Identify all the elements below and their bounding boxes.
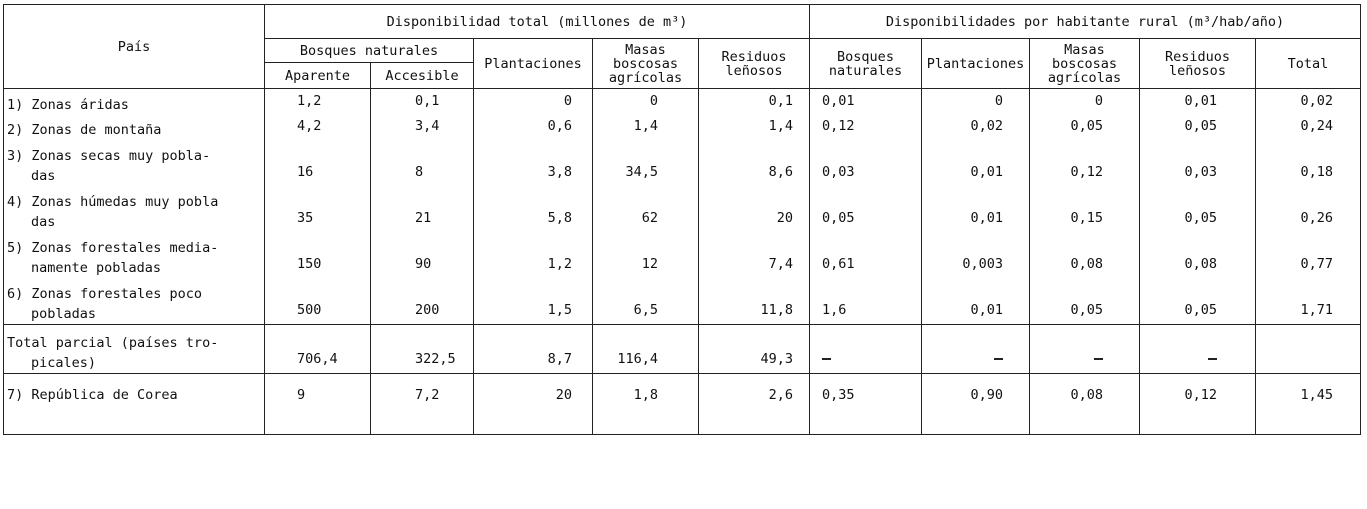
header-masas: Masas boscosas agrícolas <box>593 39 699 89</box>
table-row <box>4 232 1361 278</box>
value-cell: 1,45 <box>1256 374 1361 435</box>
value-cell: 20 <box>699 186 810 232</box>
value-cell: 0,61 <box>810 232 922 278</box>
header-pc-residuos: Residuos leñosos <box>1140 39 1256 89</box>
value-cell: 4,2 <box>265 115 371 140</box>
header-residuos: Residuos leñosos <box>699 39 810 89</box>
country-label-continued: das <box>31 213 56 230</box>
value-cell: 1,4 <box>699 115 810 140</box>
value-cell: 1,2 <box>265 89 371 115</box>
korea-row <box>4 374 1361 435</box>
value-cell: 6,5 <box>593 278 699 325</box>
value-cell: 0,03 <box>810 140 922 186</box>
value-cell: 0,01 <box>922 140 1030 186</box>
value-cell: 7,2 <box>371 374 474 435</box>
value-cell: 1,5 <box>474 278 593 325</box>
value-cell: 0,02 <box>1256 89 1361 115</box>
country-cell <box>4 186 265 232</box>
value-cell: 0,02 <box>922 115 1030 140</box>
value-cell: 0,01 <box>1140 89 1256 115</box>
country-cell <box>4 232 265 278</box>
value-cell: 62 <box>593 186 699 232</box>
country-label: 6) Zonas forestales poco <box>7 286 203 302</box>
availability-table <box>3 4 1361 435</box>
header-pc-plantaciones: Plantaciones <box>922 39 1030 89</box>
value-cell: 0,24 <box>1256 115 1361 140</box>
header-bosques-naturales: Bosques naturales <box>265 39 474 63</box>
table-row <box>4 89 1361 115</box>
header-aparente: Aparente <box>265 63 371 89</box>
value-cell: 150 <box>265 232 371 278</box>
value-cell: 49,3 <box>699 325 810 374</box>
country-label: 1) Zonas áridas <box>7 96 129 113</box>
value-cell <box>1030 325 1140 374</box>
header-plantaciones: Plantaciones <box>474 39 593 89</box>
value-cell: 0,003 <box>922 232 1030 278</box>
value-cell: 2,6 <box>699 374 810 435</box>
country-cell <box>4 325 265 374</box>
value-cell: 7,4 <box>699 232 810 278</box>
country-label-continued: pobladas <box>31 306 97 322</box>
value-cell: 16 <box>265 140 371 186</box>
header-pc-total: Total <box>1256 39 1361 89</box>
value-cell: 0,05 <box>1030 115 1140 140</box>
value-cell: 1,71 <box>1256 278 1361 325</box>
value-cell: 20 <box>474 374 593 435</box>
value-cell: 200 <box>371 278 474 325</box>
value-cell: 1,2 <box>474 232 593 278</box>
header-accesible: Accesible <box>371 63 474 89</box>
value-cell: 0,15 <box>1030 186 1140 232</box>
value-cell: 0,05 <box>810 186 922 232</box>
value-cell: 0,12 <box>810 115 922 140</box>
value-cell: 0,05 <box>1140 186 1256 232</box>
value-cell: 0,6 <box>474 115 593 140</box>
value-cell: 0 <box>593 89 699 115</box>
value-cell: 12 <box>593 232 699 278</box>
header-pc-masas: Masas boscosas agrícolas <box>1030 39 1140 89</box>
dash-mark <box>1208 358 1217 360</box>
country-cell <box>4 140 265 186</box>
value-cell: 0,12 <box>1030 140 1140 186</box>
country-label: 3) Zonas secas muy pobla- <box>7 147 211 164</box>
value-cell: 0,08 <box>1140 232 1256 278</box>
table-body <box>4 89 1361 435</box>
value-cell: 0,05 <box>1140 115 1256 140</box>
country-cell <box>4 278 265 325</box>
value-cell: 90 <box>371 232 474 278</box>
value-cell: 0,1 <box>699 89 810 115</box>
table-container <box>3 4 1361 435</box>
value-cell: 0,01 <box>922 278 1030 325</box>
value-cell: 0 <box>474 89 593 115</box>
table-row <box>4 186 1361 232</box>
value-cell: 0,12 <box>1140 374 1256 435</box>
value-cell: 8,6 <box>699 140 810 186</box>
country-label: 2) Zonas de montaña <box>7 121 162 138</box>
country-label: 4) Zonas húmedas muy pobla <box>7 193 219 210</box>
subtotal-row <box>4 325 1361 374</box>
value-cell: 0,03 <box>1140 140 1256 186</box>
value-cell: 322,5 <box>371 325 474 374</box>
country-label: 5) Zonas forestales media- <box>7 239 219 256</box>
value-cell: 0,08 <box>1030 374 1140 435</box>
header-per-capita-group: Disponibilidades por habitante rural (m³/hab/año) <box>810 5 1361 39</box>
value-cell: 34,5 <box>593 140 699 186</box>
country-label: 7) República de Corea <box>7 387 178 403</box>
value-cell: 1,8 <box>593 374 699 435</box>
value-cell: 500 <box>265 278 371 325</box>
value-cell: 0 <box>922 89 1030 115</box>
value-cell: 0,05 <box>1030 278 1140 325</box>
value-cell: 0,77 <box>1256 232 1361 278</box>
country-label-continued: namente pobladas <box>31 259 162 276</box>
value-cell: 1,4 <box>593 115 699 140</box>
value-cell: 0,01 <box>922 186 1030 232</box>
table-row <box>4 115 1361 140</box>
country-label-continued: das <box>31 167 56 184</box>
value-cell: 0 <box>1030 89 1140 115</box>
value-cell: 0,05 <box>1140 278 1256 325</box>
value-cell: 5,8 <box>474 186 593 232</box>
header-pc-bosques: Bosques naturales <box>810 39 922 89</box>
value-cell: 3,4 <box>371 115 474 140</box>
dash-mark <box>1094 358 1103 360</box>
table-row <box>4 140 1361 186</box>
dash-mark <box>822 358 831 360</box>
value-cell <box>922 325 1030 374</box>
value-cell: 0,1 <box>371 89 474 115</box>
value-cell: 0,18 <box>1256 140 1361 186</box>
value-cell: 116,4 <box>593 325 699 374</box>
value-cell: 1,6 <box>810 278 922 325</box>
country-label: Total parcial (países tro- <box>7 335 219 351</box>
country-cell <box>4 374 265 435</box>
table-row <box>4 278 1361 325</box>
value-cell: 35 <box>265 186 371 232</box>
country-cell <box>4 89 265 115</box>
value-cell: 3,8 <box>474 140 593 186</box>
value-cell: 0,90 <box>922 374 1030 435</box>
value-cell: 9 <box>265 374 371 435</box>
value-cell: 706,4 <box>265 325 371 374</box>
value-cell: 0,01 <box>810 89 922 115</box>
value-cell: 0,35 <box>810 374 922 435</box>
value-cell: 11,8 <box>699 278 810 325</box>
country-label-continued: picales) <box>31 355 97 371</box>
value-cell <box>1140 325 1256 374</box>
country-cell <box>4 115 265 140</box>
value-cell: 0,08 <box>1030 232 1140 278</box>
value-cell: 0,26 <box>1256 186 1361 232</box>
header-total-group: Disponibilidad total (millones de m³) <box>265 5 810 39</box>
value-cell <box>810 325 922 374</box>
dash-mark <box>994 358 1003 360</box>
value-cell: 8,7 <box>474 325 593 374</box>
value-cell: 21 <box>371 186 474 232</box>
header-country: País <box>4 5 265 89</box>
value-cell: 8 <box>371 140 474 186</box>
value-cell <box>1256 325 1361 374</box>
